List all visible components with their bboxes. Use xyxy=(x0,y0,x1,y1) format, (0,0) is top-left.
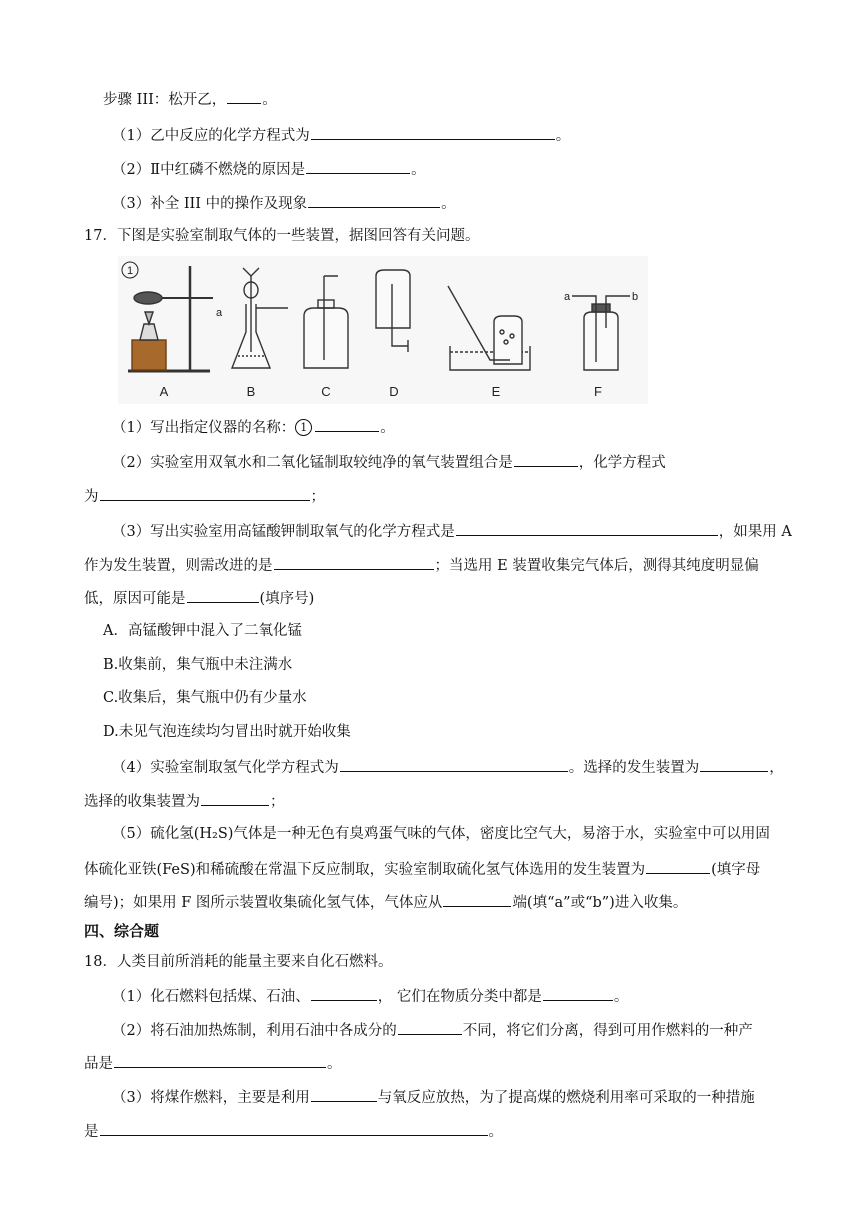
answer-blank[interactable] xyxy=(274,554,434,570)
figure-circle-number: 1 xyxy=(126,265,134,277)
answer-blank[interactable] xyxy=(114,1052,326,1068)
q17-part4-line2-text: 选择的收集装置为 xyxy=(84,794,200,810)
q17-part5-line2-text: 体硫化亚铁(FeS)和稀硫酸在常温下反应制取，实验室制取硫化氢气体选用的发生装置为 xyxy=(84,862,646,878)
answer-blank[interactable] xyxy=(201,790,269,806)
q18-part2-line2-text: 品是 xyxy=(84,1056,113,1072)
q17-part3-text: （3）写出实验室用高锰酸钾制取氧气的化学方程式是 xyxy=(112,524,455,540)
answer-blank[interactable] xyxy=(308,192,440,208)
figure-label-d: D xyxy=(389,384,399,399)
q17-part4-text: （4）实验室制取氢气化学方程式为 xyxy=(112,760,339,776)
figure-label-c: C xyxy=(321,384,331,399)
q17-title: 17．下图是实验室制取气体的一些装置，据图回答有关问题。 xyxy=(84,228,480,244)
q18-part2-line1 xyxy=(112,1019,753,1041)
answer-blank[interactable] xyxy=(311,985,377,1001)
q17-part5-line3-text: 编号)；如果用 F 图所示装置收集硫化氢气体，气体应从 xyxy=(84,895,443,911)
q17-part5-line1 xyxy=(112,824,770,844)
option-c: C.收集后，集气瓶中仍有少量水 xyxy=(103,690,307,706)
answer-blank[interactable] xyxy=(227,88,261,104)
q17-part5-text: （5）硫化氢(H₂S)气体是一种无色有臭鸡蛋气味的气体，密度比空气大，易溶于水，实验室中可以用固 xyxy=(112,826,770,842)
answer-blank[interactable] xyxy=(543,985,613,1001)
q18-part3-text-end: 与氧反应放热，为了提高煤的燃烧利用率可采取的一种措施 xyxy=(377,1090,755,1106)
answer-blank[interactable] xyxy=(100,1120,488,1136)
figure-port-a-f: a xyxy=(564,291,571,303)
q17-part3-line2 xyxy=(84,554,759,576)
answer-blank[interactable] xyxy=(443,891,511,907)
q16-part3: （3）补全 III 中的操作及现象 。 xyxy=(112,192,456,214)
option-d: D.未见气泡连续均匀冒出时就开始收集 xyxy=(103,724,351,740)
q18-part1: （1）化石燃料包括煤、石油、 ， 它们在物质分类中都是 。 xyxy=(112,985,628,1007)
apparatus-figure xyxy=(118,256,648,404)
q17-part2-text-end: ，化学方程式 xyxy=(578,455,666,471)
answer-blank[interactable] xyxy=(340,756,568,772)
q17-part3-line1 xyxy=(112,520,792,542)
answer-blank[interactable] xyxy=(311,1086,377,1102)
q17-part3-text-end: ，如果用 A xyxy=(718,524,792,540)
q18-part3-line2: 是 。 xyxy=(84,1120,503,1142)
q17-part3-line2-text: 作为发生装置，则需改进的是 xyxy=(84,558,273,574)
answer-blank[interactable] xyxy=(514,451,578,467)
q18-part2-text: （2）将石油加热炼制，利用石油中各成分的 xyxy=(112,1023,397,1039)
q17-part5-line2-text-end: (填字母 xyxy=(711,862,761,878)
q17-part3-line3-text-end: (填序号) xyxy=(259,591,315,607)
q17-part3-line2-text-end: ；当选用 E 装置收集完气体后，测得其纯度明显偏 xyxy=(434,558,759,574)
q16-part1: （1）乙中反应的化学方程式为 。 xyxy=(112,124,570,146)
figure-label-e: E xyxy=(491,384,501,399)
q18-part2-line2: 品是 。 xyxy=(84,1052,342,1074)
figure-label-b: B xyxy=(246,384,256,399)
q17-part4-line2: 选择的收集装置为 ； xyxy=(84,790,285,812)
q18-part1-text-mid: ， 它们在物质分类中都是 xyxy=(377,989,542,1005)
answer-blank[interactable] xyxy=(700,756,768,772)
q17-part5-line2 xyxy=(84,858,760,880)
answer-blank[interactable] xyxy=(398,1019,462,1035)
figure-label-a: A xyxy=(159,384,169,399)
q18-part3-line2-text: 是 xyxy=(84,1124,99,1140)
circled-number: 1 xyxy=(295,419,312,436)
option-a: A．高锰酸钾中混入了二氧化锰 xyxy=(103,623,302,639)
answer-blank[interactable] xyxy=(187,587,259,603)
q17-part3-line3 xyxy=(84,587,314,609)
answer-blank[interactable] xyxy=(315,416,379,432)
q17-part2-line1 xyxy=(112,451,666,473)
q18-part2-text-end: 不同，将它们分离，得到可用作燃料的一种产 xyxy=(462,1023,753,1039)
answer-blank[interactable] xyxy=(646,858,710,874)
q16-step3-text: 步骤 III：松开乙， xyxy=(103,92,227,108)
option-b: B.收集前，集气瓶中未注满水 xyxy=(103,657,293,673)
q16-part2: （2）Ⅱ中红磷不燃烧的原因是 。 xyxy=(112,158,426,180)
q17-part5-line3-text-end: 端(填“a”或“b”)进入收集。 xyxy=(512,895,688,911)
q16-part1-text: （1）乙中反应的化学方程式为 xyxy=(112,128,310,144)
q18-part3-text: （3）将煤作燃料，主要是利用 xyxy=(112,1090,310,1106)
figure-port-a-b: a xyxy=(216,307,223,319)
q17-part3-line3-text: 低，原因可能是 xyxy=(84,591,186,607)
q16-part3-text: （3）补全 III 中的操作及现象 xyxy=(112,196,308,212)
q17-part1: （1）写出指定仪器的名称： 1 。 xyxy=(112,416,395,438)
q16-step3: 步骤 III：松开乙， 。 xyxy=(103,88,277,110)
q18-title: 18．人类目前所消耗的能量主要来自化石燃料。 xyxy=(84,954,393,970)
q16-part2-text: （2）Ⅱ中红磷不燃烧的原因是 xyxy=(112,162,306,178)
figure-port-b-f: b xyxy=(632,291,639,303)
answer-blank[interactable] xyxy=(311,124,555,140)
q17-part2-line2-text: 为 xyxy=(84,489,99,505)
q17-part1-text: （1）写出指定仪器的名称： xyxy=(112,420,296,436)
answer-blank[interactable] xyxy=(456,520,718,536)
answer-blank[interactable] xyxy=(100,485,310,501)
q17-part4-text-mid: 。选择的发生装置为 xyxy=(568,760,700,776)
answer-blank[interactable] xyxy=(306,158,410,174)
section-heading: 四、综合题 xyxy=(84,922,160,940)
q17-part2-text: （2）实验室用双氧水和二氧化锰制取较纯净的氧气装置组合是 xyxy=(112,455,513,471)
q17-part4-line1: （4）实验室制取氢气化学方程式为 。选择的发生装置为 ， xyxy=(112,756,784,778)
figure-label-f: F xyxy=(594,384,602,399)
q17-part2-line2: 为 ； xyxy=(84,485,325,507)
q18-part3-line1 xyxy=(112,1086,755,1108)
q17-part5-line3 xyxy=(84,891,687,913)
q18-part1-text: （1）化石燃料包括煤、石油、 xyxy=(112,989,310,1005)
